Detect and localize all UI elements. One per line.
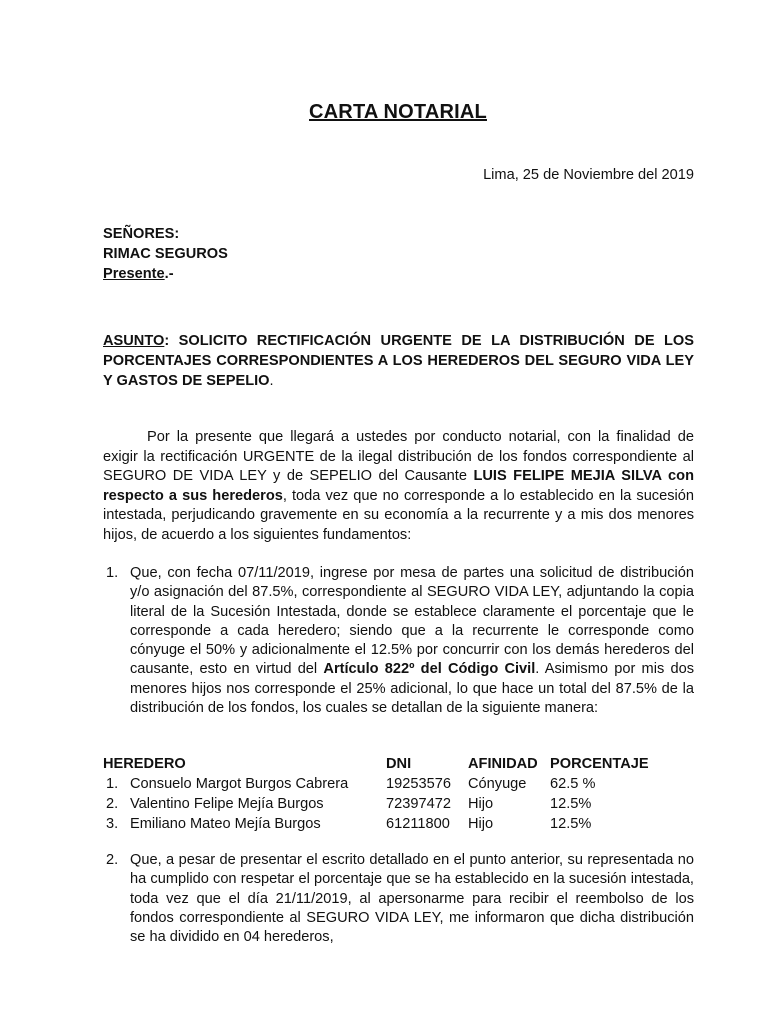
table-row [103, 794, 694, 814]
header-heredero: HEREDERO [103, 756, 186, 772]
item1-part-2: . Asimismo por mis dos menores hijos nos corresponde el 25% adicional, lo que hace un total del 87.5% de la distribución de los fondos, los cuales se detallan de la siguiente manera: [130, 661, 694, 717]
presente-suffix: .- [164, 266, 174, 282]
subject-label: ASUNTO [103, 333, 165, 349]
list-item-number: 2. [106, 852, 119, 868]
item1-bold-1: Artículo 822º del Código Civil [323, 661, 536, 678]
recipient-block [103, 224, 228, 284]
heir-name: Valentino Felipe Mejía Burgos [130, 796, 324, 812]
item1-part-1: Que, con fecha 07/11/2019, ingrese por mesa de partes una solicitud de distribución y/o asignación del 87.5%, correspondiente al SEGURO VIDA LEY, adjuntando la copia literal de la Sucesión Intestada, donde se establece claramente el porcentaje que le corresponde a cada heredero; siendo que a la recurrente le corresponde como cónyuge el 50% y adicionalmente el 12.5% por concurrir con los demás herederos del causante, esto en virtud del [130, 565, 694, 678]
heir-porcentaje: 12.5% [550, 816, 592, 832]
row-number: 1. [106, 776, 119, 792]
presente-label: Presente [103, 266, 165, 282]
heir-afinidad: Hijo [468, 796, 494, 812]
heir-porcentaje: 62.5 % [550, 776, 596, 792]
header-dni: DNI [386, 756, 412, 772]
heir-afinidad: Hijo [468, 816, 494, 832]
row-number: 3. [106, 816, 119, 832]
list-item-2 [103, 851, 694, 947]
heir-dni: 72397472 [386, 796, 451, 812]
list-item-number: 1. [106, 565, 119, 581]
table-row [103, 814, 694, 834]
recipient-line-2: RIMAC SEGUROS [103, 246, 228, 262]
header-afinidad: AFINIDAD [468, 756, 538, 772]
intro-bold-1: LUIS FELIPE MEJIA SILVA con respecto a sus herederos [103, 468, 694, 504]
list-item-1 [103, 564, 694, 718]
table-header-row [103, 754, 694, 774]
heir-name: Emiliano Mateo Mejía Burgos [130, 816, 321, 832]
heir-porcentaje: 12.5% [550, 796, 592, 812]
list-item-body: Que, a pesar de presentar el escrito detallado en el punto anterior, su representada no ha cumplido con respetar el porcentaje que se ha establecido en la sucesión intestada, toda vez que el día 21/11/2019, al apersonarme para recibir el reembolso de los fondos correspondiente al SEGURO VIDA LEY, me informaron que dicha distribución se ha dividido en 04 herederos, [130, 852, 694, 946]
row-number: 2. [106, 796, 119, 812]
heir-name: Consuelo Margot Burgos Cabrera [130, 776, 349, 792]
letter-date: Lima, 25 de Noviembre del 2019 [483, 167, 694, 183]
intro-part-1: Por la presente que llegará a ustedes por conducto notarial, con la finalidad de exigir la rectificación URGENTE de la ilegal distribución de los fondos correspondiente al SEGURO DE VIDA LEY y de SEPELIO del Causante [103, 429, 694, 484]
subject-text: SOLICITO RECTIFICACIÓN URGENTE DE LA DISTRIBUCIÓN DE LOS PORCENTAJES CORRESPONDIENTES A LOS HEREDEROS DEL SEGURO VIDA LEY Y GASTOS DE SEPELIO [103, 333, 694, 389]
subject-end: . [269, 373, 274, 389]
heir-dni: 19253576 [386, 776, 451, 792]
page-title: CARTA NOTARIAL [309, 101, 487, 123]
recipient-line-3 [103, 264, 228, 284]
intro-part-2: , toda vez que no corresponde a lo establecido en la sucesión intestada, perjudicando gravemente en su economía a la recurrente y a mis dos menores hijos, de acuerdo a los siguientes fundamentos: [103, 487, 694, 543]
heir-afinidad: Cónyuge [468, 776, 527, 792]
list-item-body [130, 564, 694, 718]
intro-paragraph [103, 428, 694, 545]
subject-colon: : [164, 333, 170, 349]
table-row [103, 774, 694, 794]
heirs-table [103, 754, 694, 834]
header-porcentaje: PORCENTAJE [550, 756, 649, 772]
subject-paragraph [103, 331, 694, 391]
heir-dni: 61211800 [386, 816, 450, 832]
recipient-line-1: SEÑORES: [103, 226, 180, 242]
